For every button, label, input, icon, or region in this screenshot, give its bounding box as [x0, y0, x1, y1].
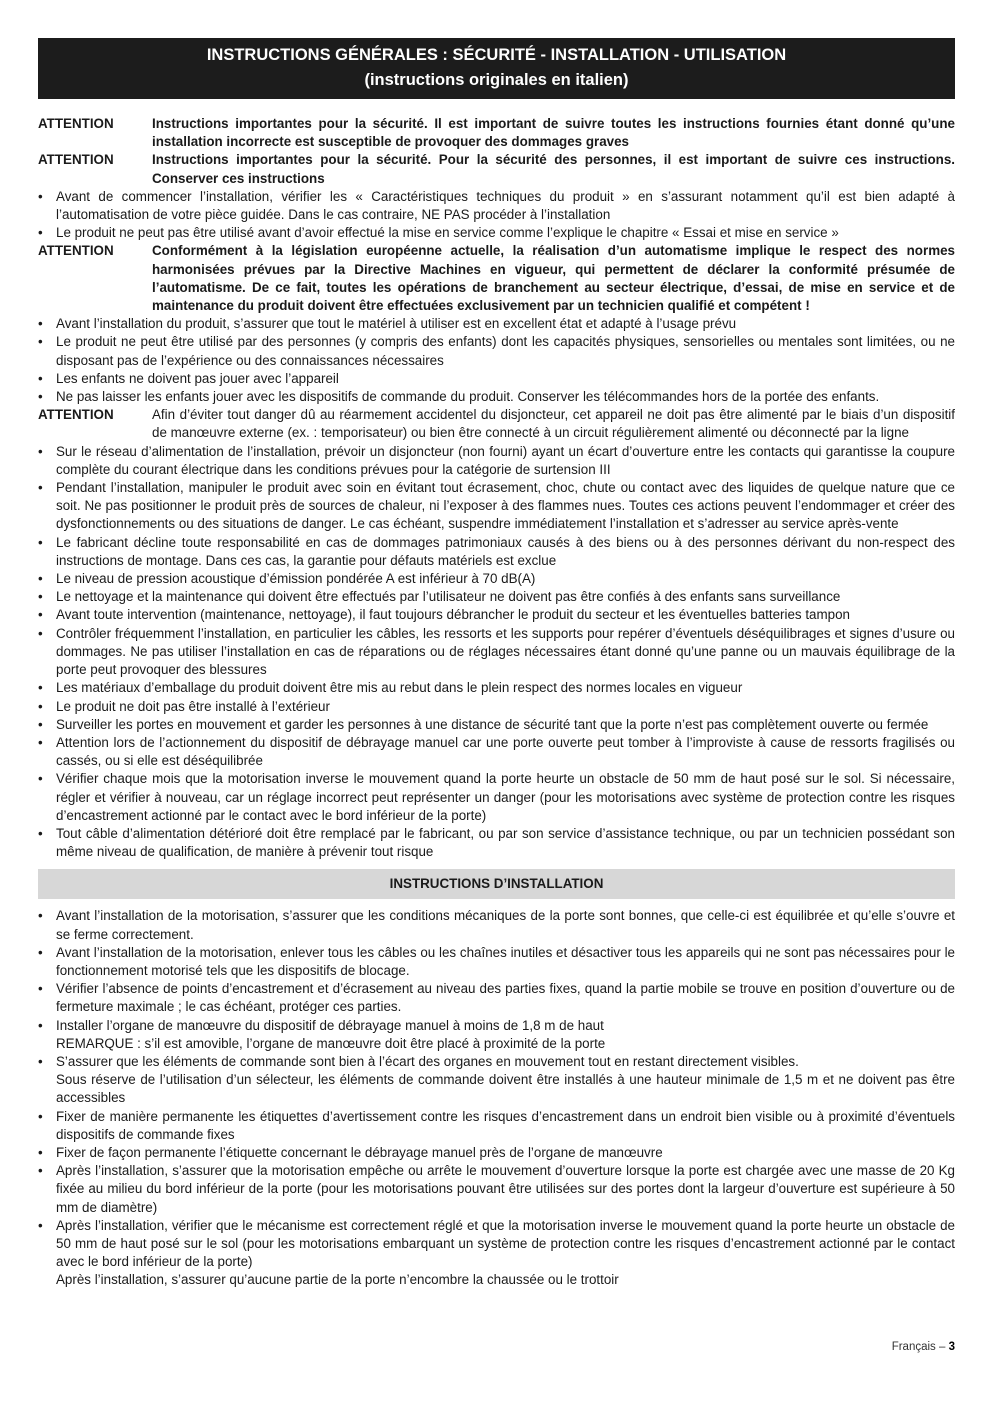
installation-item [38, 944, 955, 980]
installation-item [38, 980, 955, 1016]
attention-text: Afin d’éviter tout danger dû au réarmement accidentel du disjoncteur, cet appareil ne doit pas être alimenté par le biais d’un dispositif de manœuvre externe (ex. : temporisateur) ou bien être connecté à un circuit régulièrement alimenté ou déconnecté par la ligne [152, 407, 955, 441]
general-instructions [38, 115, 955, 1290]
installation-text [56, 1217, 955, 1290]
bullet-icon: • [38, 1053, 43, 1069]
page-number: 3 [948, 1341, 955, 1353]
bullet-item [38, 315, 955, 333]
bullet-icon: • [38, 188, 43, 204]
attention-notice [38, 242, 955, 315]
bullet-text: Le fabricant décline toute responsabilité en cas de dommages patrimoniaux causés à des biens ou à des personnes dérivant du non-respect des instructions de montage. Dans ces cas, la garantie pour défauts matériels est exclue [56, 534, 955, 568]
bullet-icon: • [38, 480, 43, 496]
installation-text [56, 1144, 955, 1162]
installation-list [38, 907, 955, 1289]
bullet-item [38, 388, 955, 406]
attention-notice [38, 115, 955, 151]
bullet-icon: • [38, 1017, 43, 1033]
installation-line: Après l’installation, vérifier que le mécanisme est correctement réglé et que la motorisation inverse le mouvement quand la porte heurte un obstacle de 50 mm de haut posé sur le sol (pour les motorisations embarquant un système de protection contre les risques d’encastrement actionné par le contact avec le bord inférieur de la porte) [56, 1217, 955, 1270]
footer-language: Français – [891, 1341, 949, 1353]
bullet-icon: • [38, 225, 43, 241]
bullet-item [38, 625, 955, 680]
installation-item [38, 1144, 955, 1162]
bullet-icon: • [38, 443, 43, 459]
installation-text [56, 1162, 955, 1217]
bullet-icon: • [38, 716, 43, 732]
bullet-icon: • [38, 771, 43, 787]
bullet-item [38, 679, 955, 697]
bullet-item [38, 534, 955, 570]
installation-item [38, 1017, 955, 1053]
attention-label: ATTENTION [38, 116, 114, 131]
installation-line: Après l’installation, s’assurer que la motorisation empêche ou arrête le mouvement d’ouverture lorsque la porte est chargée avec une masse de 20 Kg fixée au milieu du bord inférieur de la porte (pour les motorisations pouvant être utilisées sur des portes dont la largeur d’ouverture est supérieure à 50 mm de diamètre) [56, 1163, 955, 1215]
bullet-item [38, 698, 955, 716]
bullet-text: Surveiller les portes en mouvement et garder les personnes à une distance de sécurité tant que la porte n’est pas complètement ouverte ou fermée [56, 716, 929, 732]
bullet-item [38, 479, 955, 534]
bullet-icon: • [38, 908, 43, 924]
bullet-icon: • [38, 534, 43, 550]
installation-note: REMARQUE : s’il est amovible, l’organe de manœuvre doit être placé à proximité de la porte [56, 1035, 606, 1051]
bullet-text: Les matériaux d’emballage du produit doivent être mis au rebut dans le plein respect des normes locales en vigueur [56, 680, 743, 696]
installation-text [56, 1053, 955, 1108]
bullet-text: Le produit ne peut être utilisé par des personnes (y compris des enfants) dont les capacités physiques, sensorielles ou mentales sont limitées, ou ne disposant pas de l’expérience ou des connaissances nécessaires [56, 334, 955, 368]
attention-notice [38, 406, 955, 442]
attention-label: ATTENTION [38, 152, 114, 168]
installation-line: S’assurer que les éléments de commande sont bien à l’écart des organes en mouvement tout en restant directement visibles. [56, 1053, 799, 1069]
bullet-icon: • [38, 944, 43, 960]
installation-item [38, 1053, 955, 1108]
installation-text [56, 1017, 955, 1053]
bullet-text: Pendant l’installation, manipuler le produit avec soin en évitant tout écrasement, choc, chute ou contact avec des liquides de quelque nature que ce soit. Ne pas positionner le produit près de sources de chaleur, ni l’exposer à des flammes nues. Toutes ces actions peuvent l’endommager et créer des dysfonctionnements ou des situations de danger. Le cas échéant, suspendre immédiatement l’installation et s’adresser au service après-vente [56, 480, 955, 532]
installation-line: Installer l’organe de manœuvre du dispositif de débrayage manuel à moins de 1,8 m de haut [56, 1017, 604, 1033]
bullet-item [38, 188, 955, 224]
bullet-icon: • [38, 734, 43, 750]
bullet-icon: • [38, 825, 43, 841]
document-title: INSTRUCTIONS GÉNÉRALES : SÉCURITÉ - INSTALLATION - UTILISATION [206, 46, 787, 64]
bullet-item [38, 224, 955, 242]
bullet-item [38, 443, 955, 479]
installation-line: Fixer de manière permanente les étiquettes d’avertissement contre les risques d’encastrement dans un endroit bien visible ou à proximité d’éventuels dispositifs de commande fixes [56, 1108, 955, 1142]
bullet-text: Contrôler fréquemment l’installation, en particulier les câbles, les ressorts et les supports pour repérer d’éventuels déséquilibrages et signes d’usure ou dommages. Ne pas utiliser l’installation en cas de réparations ou de réglages nécessaires étant donné qu’une panne ou un mauvais équilibrage de la porte peut provoquer des blessures [56, 625, 955, 678]
bullet-icon: • [38, 571, 43, 587]
bullet-icon: • [38, 334, 43, 350]
installation-text [56, 907, 955, 943]
installation-text [56, 980, 955, 1016]
bullet-text: Le nettoyage et la maintenance qui doivent être effectués par l’utilisateur ne doivent pas être confiés à des enfants sans surveillance [56, 589, 841, 605]
bullet-icon: • [38, 370, 43, 386]
bullet-icon: • [38, 680, 43, 696]
bullet-icon: • [38, 1108, 43, 1124]
installation-item [38, 1162, 955, 1217]
bullet-item [38, 333, 955, 369]
installation-text [56, 944, 955, 980]
bullet-item [38, 825, 955, 861]
bullet-icon: • [38, 389, 43, 405]
attention-text: Instructions importantes pour la sécurité. Pour la sécurité des personnes, il est important de suivre ces instructions. Conserver ces instructions [152, 152, 955, 186]
installation-line: Vérifier l’absence de points d’encastrement et d’écrasement au niveau des parties fixes, quand la partie mobile se trouve en position d’ouverture ou de fermeture maximale ; le cas échéant, protéger ces parties. [56, 981, 955, 1015]
attention-label: ATTENTION [38, 243, 114, 259]
bullet-text: Avant toute intervention (maintenance, nettoyage), il faut toujours débrancher le produit du secteur et les éventuelles batteries tampon [56, 607, 851, 623]
bullet-text: Attention lors de l’actionnement du dispositif de débrayage manuel car une porte ouverte peut tomber à l’improviste à cause de ressorts fragilisés ou cassés, ou si elle est déséquilibrée [56, 734, 955, 769]
bullet-text: Sur le réseau d’alimentation de l’installation, prévoir un disjoncteur (non fourni) ayant un écart d’ouverture entre les contacts qui garantisse la coupure complète du courant électrique dans les conditions prévues pour la catégorie de surtension III [56, 443, 955, 477]
bullet-text: Le produit ne peut pas être utilisé avant d’avoir effectué la mise en service comme l’explique le chapitre « Essai et mise en service » [56, 225, 839, 241]
installation-item [38, 1108, 955, 1144]
bullet-icon: • [38, 698, 43, 714]
bullet-icon: • [38, 981, 43, 997]
bullet-icon: • [38, 1144, 43, 1160]
general-list [38, 115, 955, 861]
bullet-text: Avant l’installation du produit, s’assurer que tout le matériel à utiliser est en excellent état et adapté à l’usage prévu [56, 316, 737, 332]
bullet-item [38, 770, 955, 825]
installation-text [56, 1108, 955, 1144]
installation-heading: INSTRUCTIONS D’INSTALLATION [38, 869, 955, 899]
bullet-text: Les enfants ne doivent pas jouer avec l’appareil [56, 370, 339, 386]
attention-text: Conformément à la législation européenne actuelle, la réalisation d’un automatisme implique le respect des normes harmonisées prévues par la Directive Machines en vigueur, qui permettent de déclarer la conformité présumée de l’automatisme. De ce fait, toutes les opérations de branchement au secteur électrique, d’essai, de mise en service et de maintenance du produit doivent être effectuées exclusivement par un technicien qualifié et compétent ! [152, 243, 955, 314]
bullet-icon: • [38, 316, 43, 332]
bullet-item [38, 570, 955, 588]
page-footer [892, 1341, 955, 1353]
bullet-text: Vérifier chaque mois que la motorisation inverse le mouvement quand la porte heurte un obstacle de 50 mm de haut posé sur le sol. Si nécessaire, régler et vérifier à nouveau, car un réglage incorrect peut représenter un danger (pour les motorisations avec système de protection contre les risques d’encastrement actionné par le contact avec le bord inférieur de la porte) [56, 771, 955, 823]
bullet-item [38, 716, 955, 734]
attention-label: ATTENTION [38, 407, 114, 423]
bullet-icon: • [38, 589, 43, 605]
bullet-item [38, 370, 955, 388]
installation-line: Fixer de façon permanente l’étiquette concernant le débrayage manuel près de l’organe de manœuvre [56, 1144, 663, 1160]
bullet-icon: • [38, 1163, 43, 1179]
bullet-text: Le produit ne doit pas être installé à l’extérieur [56, 698, 330, 714]
installation-note: Après l’installation, s’assurer qu’aucune partie de la porte n’encombre la chaussée ou le trottoir [56, 1272, 619, 1288]
bullet-icon: • [38, 1217, 43, 1233]
title-band [38, 38, 955, 99]
bullet-text: Tout câble d’alimentation détérioré doit être remplacé par le fabricant, ou par son service d’assistance technique, ou par un technicien possédant son même niveau de qualification, de manière à prévenir tout risque [56, 825, 955, 860]
attention-text: Instructions importantes pour la sécurité. Il est important de suivre toutes les instructions fournies étant donné qu’une installation incorrecte est susceptible de provoquer des dommages graves [152, 116, 955, 150]
bullet-text: Avant de commencer l’installation, vérifier les « Caractéristiques techniques du produit » en s’assurant notamment qu’il est bien adapté à l’automatisation de votre pièce guidée. Dans le cas contraire, NE PAS procéder à l’installation [56, 188, 955, 223]
document-subtitle: (instructions originales en italien) [364, 71, 629, 89]
installation-note: Sous réserve de l’utilisation d’un sélecteur, les éléments de commande doivent être installés à une hauteur minimale de 1,5 m et ne doivent pas être accessibles [56, 1072, 955, 1106]
attention-notice [38, 151, 955, 187]
installation-line: Avant l’installation de la motorisation, enlever tous les câbles ou les chaînes inutiles et désactiver tous les appareils qui ne sont pas nécessaires pour le fonctionnement motorisé tels que les dispositifs de blocage. [56, 944, 955, 978]
bullet-item [38, 734, 955, 770]
bullet-text: Le niveau de pression acoustique d’émission pondérée A est inférieur à 70 dB(A) [56, 571, 536, 587]
installation-line: Avant l’installation de la motorisation, s’assurer que les conditions mécaniques de la porte sont bonnes, que celle-ci est équilibrée et qu’elle s’ouvre et se ferme correctement. [56, 908, 955, 942]
bullet-icon: • [38, 625, 43, 641]
bullet-icon: • [38, 607, 43, 623]
installation-item [38, 907, 955, 943]
installation-item [38, 1217, 955, 1290]
bullet-item [38, 606, 955, 624]
bullet-text: Ne pas laisser les enfants jouer avec les dispositifs de commande du produit. Conserver les télécommandes hors de la portée des enfants. [56, 389, 880, 405]
bullet-item [38, 588, 955, 606]
page [38, 38, 955, 1290]
